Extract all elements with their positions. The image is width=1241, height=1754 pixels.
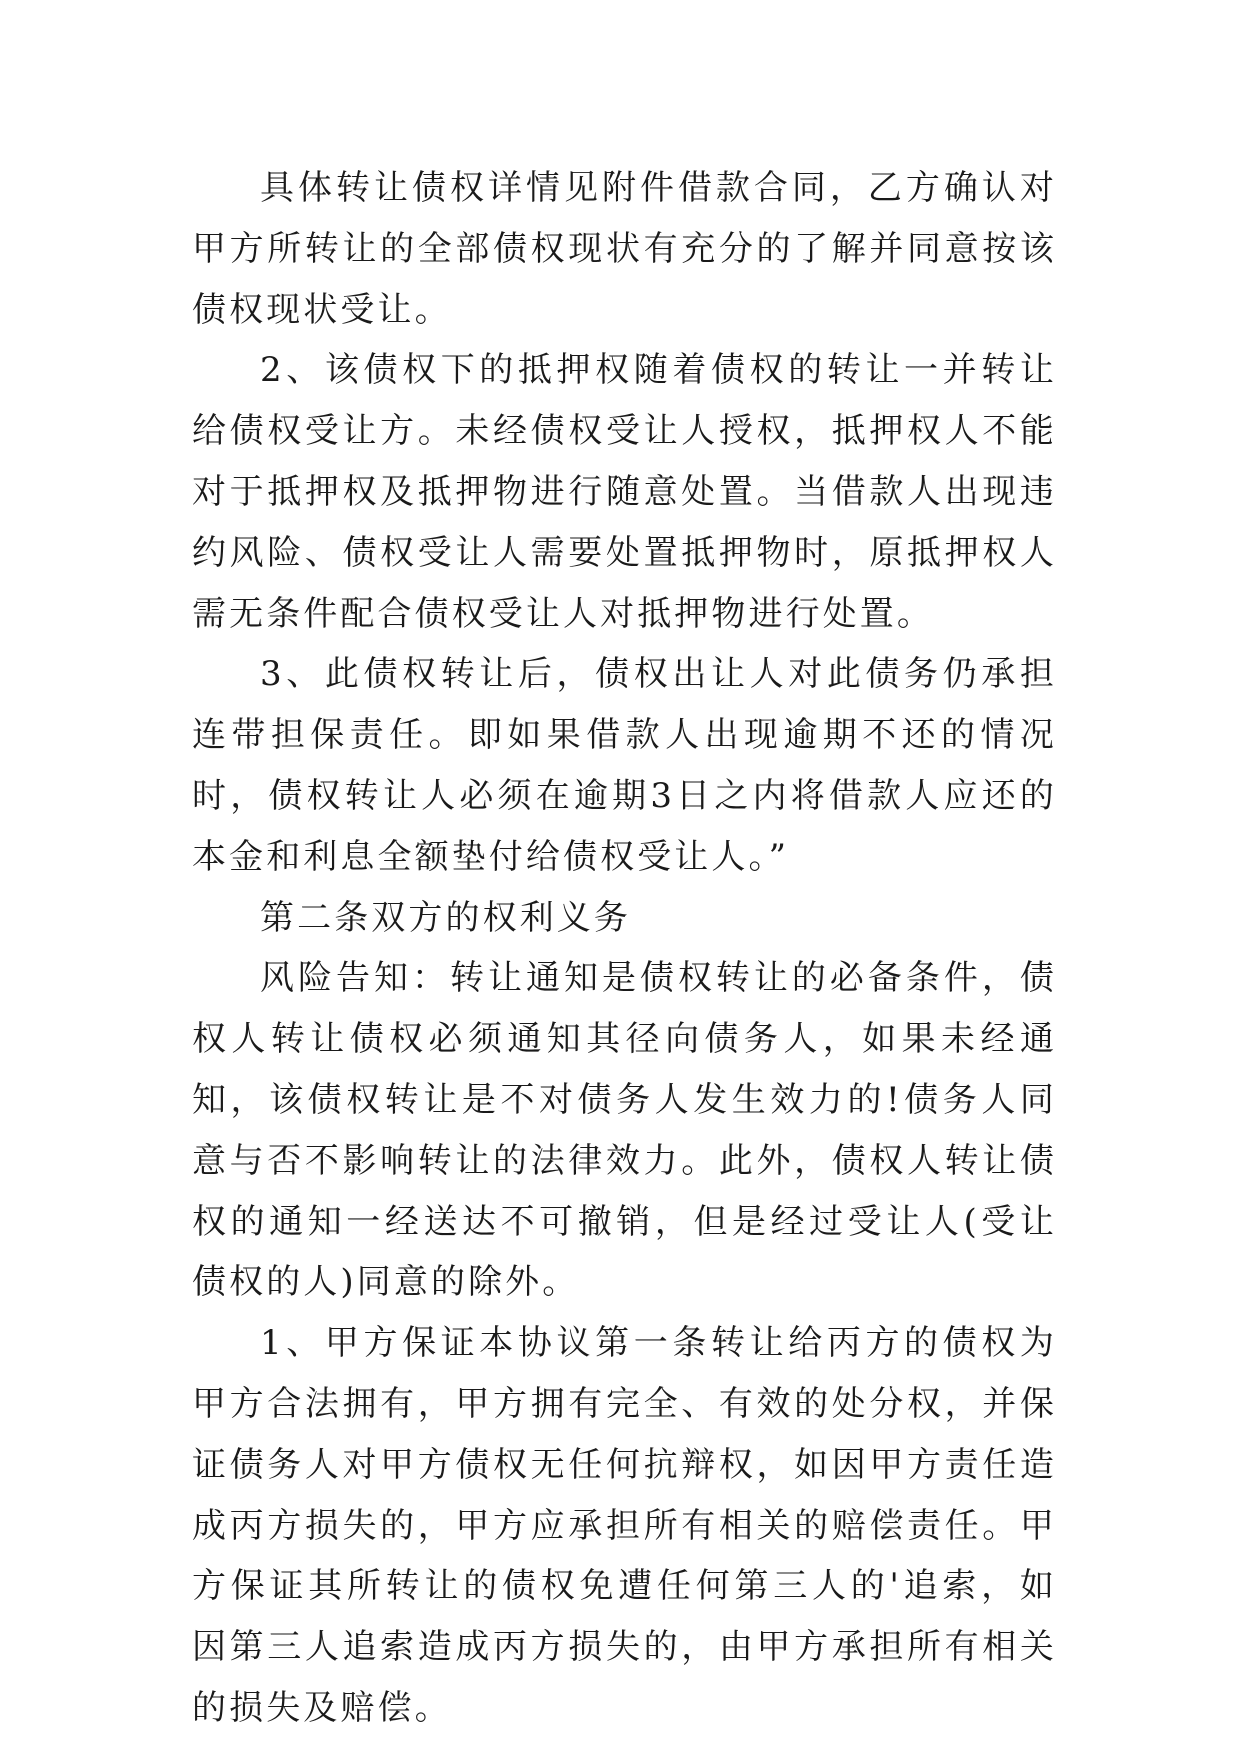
paragraph-joint-guarantee: 3、此债权转让后，债权出让人对此债务仍承担连带担保责任。即如果借款人出现逾期不还的情况时，债权转让人必须在逾期3日之内将借款人应还的本金和利息全额垫付给债权受让人。”	[192, 654, 1057, 877]
paragraph-debt-details: 具体转让债权详情见附件借款合同，乙方确认对甲方所转让的全部债权现状有充分的了解并同意按该债权现状受让。	[192, 168, 1057, 330]
document-body	[192, 158, 1057, 1739]
paragraph-party-a-guarantee: 1、甲方保证本协议第一条转让给丙方的债权为甲方合法拥有，甲方拥有完全、有效的处分权，并保证债务人对甲方债权无任何抗辩权，如因甲方责任造成丙方损失的，甲方应承担所有相关的赔偿责任。甲方保证其所转让的债权免遭任何第三人的'追索，如因第三人追索造成丙方损失的，由甲方承担所有相关的损失及赔偿。	[192, 1323, 1057, 1728]
section-heading-rights-obligations: 第二条双方的权利义务	[260, 897, 631, 938]
paragraph-mortgage-transfer: 2、该债权下的抵押权随着债权的转让一并转让给债权受让方。未经债权受让人授权，抵押权人不能对于抵押权及抵押物进行随意处置。当借款人出现违约风险、债权受让人需要处置抵押物时，原抵押权人需无条件配合债权受让人对抵押物进行处置。	[192, 350, 1057, 634]
paragraph-risk-notice: 风险告知：转让通知是债权转让的必备条件，债权人转让债权必须通知其径向债务人，如果未经通知，该债权转让是不对债务人发生效力的!债务人同意与否不影响转让的法律效力。此外，债权人转让债权的通知一经送达不可撤销，但是经过受让人(受让债权的人)同意的除外。	[192, 958, 1057, 1303]
